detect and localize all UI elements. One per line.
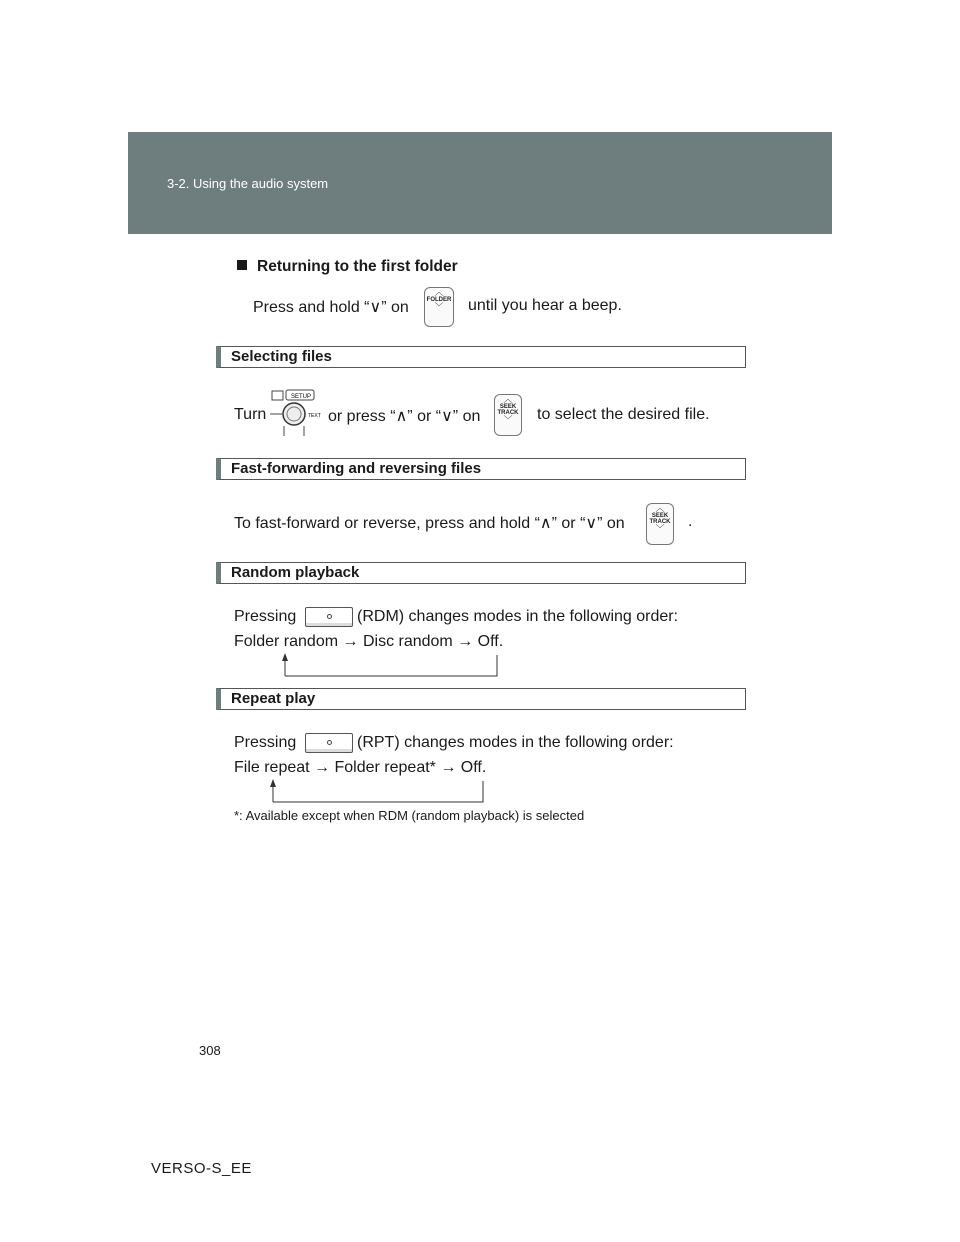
chevron-down-icon: ﹀ bbox=[655, 524, 665, 534]
mode-item: Off. bbox=[460, 759, 487, 776]
button-label: SEEK bbox=[499, 404, 517, 410]
selecting-text-after: to select the desired file. bbox=[537, 406, 710, 423]
arrow-right-icon: → bbox=[440, 759, 457, 776]
chevron-down-icon: ﹀ bbox=[434, 302, 444, 312]
turn-label: Turn bbox=[234, 406, 267, 423]
seek-track-button-icon bbox=[646, 503, 674, 545]
section-bar-selecting bbox=[216, 346, 746, 368]
preset-button-icon bbox=[305, 733, 353, 753]
section-header: 3-2. Using the audio system bbox=[167, 176, 329, 191]
arrow-right-icon: → bbox=[342, 633, 359, 650]
button-label: TRACK bbox=[497, 410, 519, 416]
returning-heading-row bbox=[237, 258, 458, 276]
footnote: *: Available except when RDM (random playback) is selected bbox=[234, 808, 585, 823]
returning-text-after: until you hear a beep. bbox=[468, 297, 622, 314]
selecting-text bbox=[328, 406, 480, 426]
dot-icon bbox=[327, 740, 332, 745]
section-title: Random playback bbox=[231, 564, 360, 581]
knob-text-label: TEXT bbox=[308, 413, 321, 419]
down-symbol: ∨ bbox=[441, 408, 453, 425]
text-fragment: ” on bbox=[381, 299, 409, 316]
text-fragment: Press and hold “ bbox=[253, 299, 370, 316]
section-title: Repeat play bbox=[231, 690, 316, 707]
returning-heading: Returning to the first folder bbox=[257, 258, 458, 275]
preset-button-icon bbox=[305, 607, 353, 627]
fastfwd-text bbox=[234, 513, 625, 533]
fastfwd-period: . bbox=[688, 513, 693, 530]
text-fragment: ” or “ bbox=[551, 515, 586, 532]
returning-text bbox=[253, 297, 409, 317]
text-fragment: ” or “ bbox=[407, 408, 442, 425]
repeat-text-after: (RPT) changes modes in the following order: bbox=[357, 734, 674, 751]
section-bar-repeat bbox=[216, 688, 746, 710]
random-text-after: (RDM) changes modes in the following order: bbox=[357, 608, 679, 625]
chevron-up-icon: ︿ bbox=[434, 287, 444, 297]
arrow-right-icon: → bbox=[457, 633, 474, 650]
seek-track-button-icon bbox=[494, 394, 522, 436]
cycle-arrow-icon bbox=[278, 652, 504, 678]
section-bar-fastfwd bbox=[216, 458, 746, 480]
repeat-pressing: Pressing bbox=[234, 734, 297, 751]
down-symbol: ∨ bbox=[369, 299, 382, 316]
mode-item: Folder repeat* bbox=[334, 759, 436, 776]
text-fragment: ” on bbox=[452, 408, 481, 425]
button-label: FOLDER bbox=[426, 297, 452, 303]
button-label: TRACK bbox=[649, 519, 671, 525]
section-title: Fast-forwarding and reversing files bbox=[231, 460, 482, 477]
down-symbol: ∨ bbox=[585, 515, 598, 532]
mode-item: File repeat bbox=[234, 759, 310, 776]
chevron-up-icon: ︿ bbox=[503, 394, 513, 404]
knob-setup-label: SETUP bbox=[291, 394, 312, 400]
mode-item: Folder random bbox=[234, 633, 339, 650]
arrow-right-icon: → bbox=[314, 759, 331, 776]
text-fragment: or press “ bbox=[328, 408, 396, 425]
folder-button-icon bbox=[424, 287, 454, 327]
random-order bbox=[234, 633, 503, 651]
chevron-up-icon: ︿ bbox=[655, 503, 665, 513]
text-fragment: ” on bbox=[597, 515, 625, 532]
mode-item: Disc random bbox=[362, 633, 453, 650]
section-bar-random bbox=[216, 562, 746, 584]
up-symbol: ∧ bbox=[539, 515, 552, 532]
random-pressing: Pressing bbox=[234, 608, 297, 625]
square-bullet-icon bbox=[237, 260, 247, 270]
tune-knob-icon bbox=[270, 388, 326, 438]
up-symbol: ∧ bbox=[395, 408, 408, 425]
text-fragment: To fast-forward or reverse, press and hold “ bbox=[234, 515, 540, 532]
section-title: Selecting files bbox=[231, 348, 332, 365]
chevron-down-icon: ﹀ bbox=[503, 415, 513, 425]
button-label: SEEK bbox=[651, 513, 669, 519]
repeat-order bbox=[234, 759, 486, 777]
cycle-arrow-icon bbox=[266, 778, 490, 804]
dot-icon bbox=[327, 614, 332, 619]
mode-item: Off. bbox=[477, 633, 504, 650]
page-number: 308 bbox=[199, 1043, 221, 1058]
model-code: VERSO-S_EE bbox=[151, 1160, 252, 1177]
